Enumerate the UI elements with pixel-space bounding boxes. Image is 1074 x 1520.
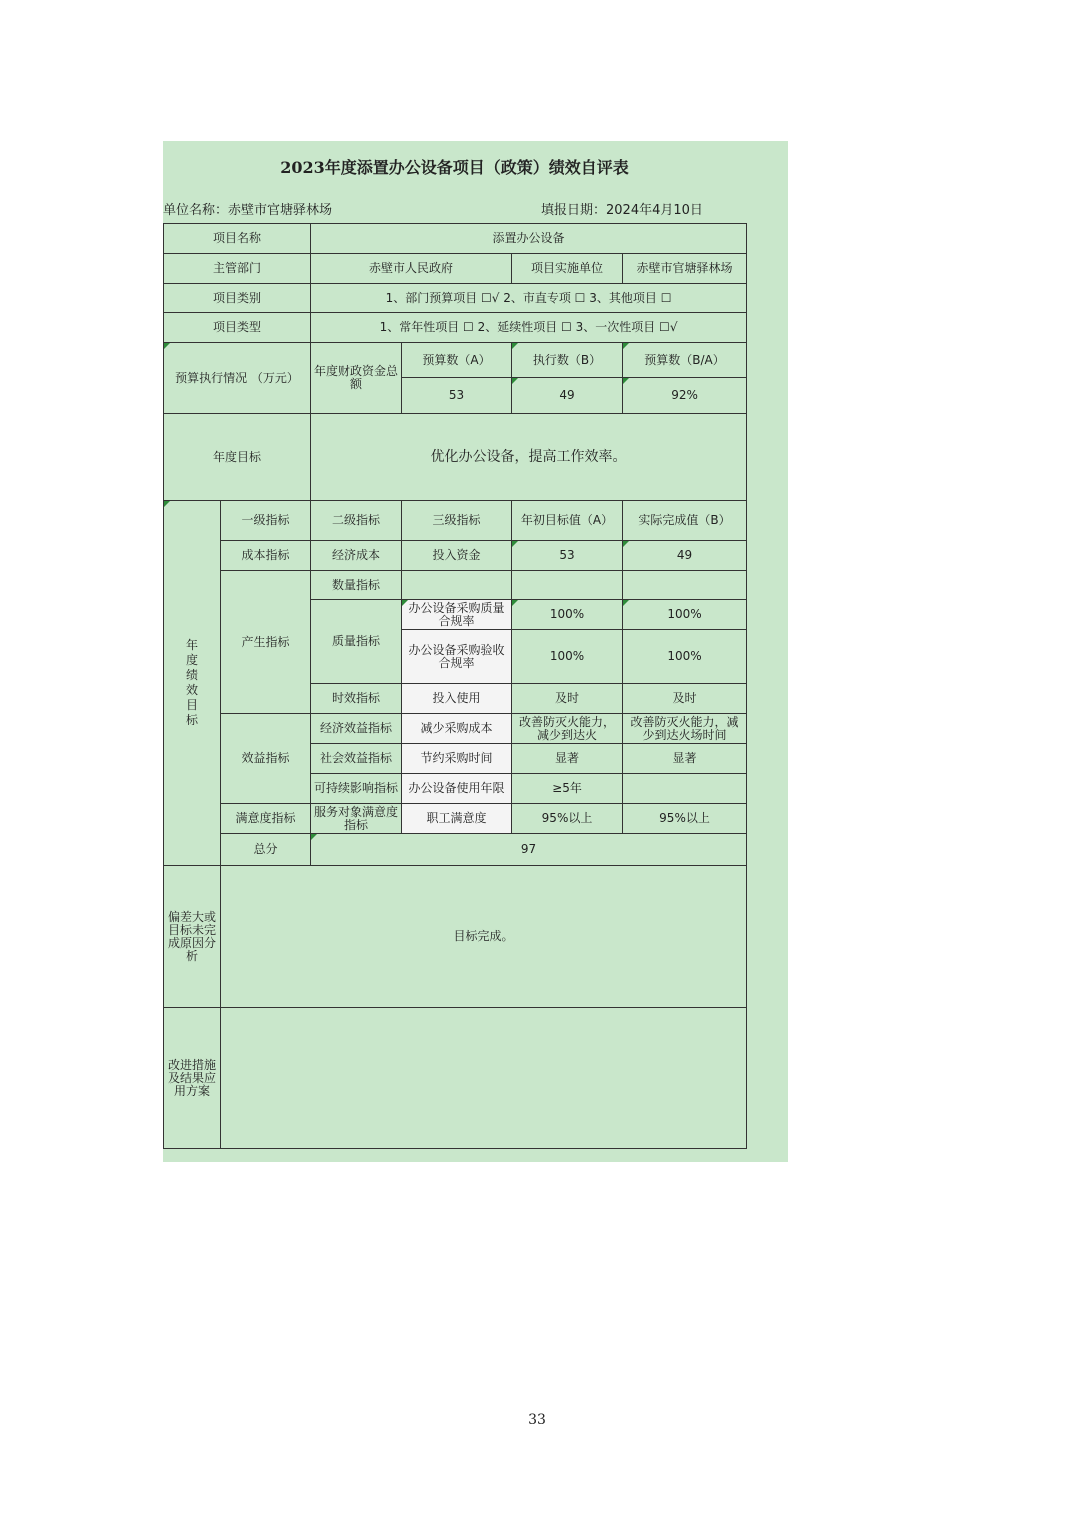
quantity-l3 (402, 571, 512, 600)
quality1-b: 100% (623, 600, 747, 630)
type-label: 项目类型 (164, 313, 311, 343)
unit-name: 单位名称：赤壁市官塘驿林场 (163, 203, 333, 218)
cost-a: 53 (512, 541, 623, 571)
cost-l2: 经济成本 (311, 541, 402, 571)
budget-label: 预算执行情况 （万元） (164, 343, 311, 414)
budget-a: 53 (402, 378, 512, 414)
quality2-a: 100% (512, 630, 623, 684)
perf-h3: 三级指标 (402, 501, 512, 541)
budget-col-b: 执行数（B） (512, 343, 623, 378)
sustain-l3: 办公设备使用年限 (402, 774, 512, 804)
perf-h4: 年初目标值（A） (512, 501, 623, 541)
quantity-b (623, 571, 747, 600)
table-row (164, 834, 747, 866)
deviation-value: 目标完成。 (221, 866, 747, 1008)
cost-l3: 投入资金 (402, 541, 512, 571)
social-l3: 节约采购时间 (402, 744, 512, 774)
project-name-label: 项目名称 (164, 224, 311, 254)
table-row (164, 343, 747, 378)
category-value: 1、部门预算项目 ☐√ 2、市直专项 ☐ 3、其他项目 ☐ (311, 284, 747, 313)
table-row (164, 224, 747, 254)
sustain-l2: 可持续影响指标 (311, 774, 402, 804)
dept-value: 赤壁市人民政府 (311, 254, 512, 284)
total-label: 总分 (221, 834, 311, 866)
satisfaction-l2: 服务对象满意度指标 (311, 804, 402, 834)
perf-h5: 实际完成值（B） (623, 501, 747, 541)
project-name-value: 添置办公设备 (311, 224, 747, 254)
social-l2: 社会效益指标 (311, 744, 402, 774)
timely-l3: 投入使用 (402, 684, 512, 714)
sustain-b (623, 774, 747, 804)
budget-col-a: 预算数（A） (402, 343, 512, 378)
perf-h1: 一级指标 (221, 501, 311, 541)
quality1-a: 100% (512, 600, 623, 630)
page-number: 33 (528, 1412, 546, 1428)
table-row (164, 714, 747, 744)
impl-value: 赤壁市官塘驿林场 (623, 254, 747, 284)
impl-label: 项目实施单位 (512, 254, 623, 284)
econ-b: 改善防灭火能力，减少到达火场时间 (623, 714, 747, 744)
quality2-b: 100% (623, 630, 747, 684)
cost-b: 49 (623, 541, 747, 571)
table-row (164, 866, 747, 1008)
deviation-label: 偏差大或目标未完成原因分析 (164, 866, 221, 1008)
cost-l1: 成本指标 (221, 541, 311, 571)
fill-date: 填报日期：2024年4月10日 (541, 203, 703, 218)
satisfaction-l1: 满意度指标 (221, 804, 311, 834)
perf-side-label: 年度绩效目标 (164, 501, 221, 866)
annual-goal-value: 优化办公设备，提高工作效率。 (311, 414, 747, 501)
satisfaction-b: 95%以上 (623, 804, 747, 834)
table-row (164, 254, 747, 284)
quantity-l2: 数量指标 (311, 571, 402, 600)
satisfaction-a: 95%以上 (512, 804, 623, 834)
sustain-a: ≥5年 (512, 774, 623, 804)
budget-b: 49 (512, 378, 623, 414)
perf-h2: 二级指标 (311, 501, 402, 541)
improve-label: 改进措施及结果应用方案 (164, 1008, 221, 1149)
budget-ratio: 92% (623, 378, 747, 414)
budget-col-ratio: 预算数（B/A） (623, 343, 747, 378)
type-value: 1、常年性项目 ☐ 2、延续性项目 ☐ 3、一次性项目 ☐√ (311, 313, 747, 343)
table-row (164, 284, 747, 313)
table-row (164, 501, 747, 541)
table-row (164, 313, 747, 343)
table-row (164, 804, 747, 834)
evaluation-table (163, 223, 747, 1149)
timely-b: 及时 (623, 684, 747, 714)
timely-a: 及时 (512, 684, 623, 714)
social-a: 显著 (512, 744, 623, 774)
budget-sub-label: 年度财政资金总额 (311, 343, 402, 414)
evaluation-sheet (163, 141, 788, 1162)
benefit-l1: 效益指标 (221, 714, 311, 804)
category-label: 项目类别 (164, 284, 311, 313)
quantity-a (512, 571, 623, 600)
econ-l2: 经济效益指标 (311, 714, 402, 744)
page-title: 2023年度添置办公设备项目（政策）绩效自评表 (280, 158, 629, 177)
quality1-l3: 办公设备采购质量合规率 (402, 600, 512, 630)
econ-a: 改善防灭火能力，减少到达火 (512, 714, 623, 744)
table-row (164, 414, 747, 501)
annual-goal-label: 年度目标 (164, 414, 311, 501)
social-b: 显著 (623, 744, 747, 774)
improve-value (221, 1008, 747, 1149)
table-row (164, 571, 747, 600)
table-row (164, 1008, 747, 1149)
quality2-l3: 办公设备采购验收合规率 (402, 630, 512, 684)
output-l1: 产生指标 (221, 571, 311, 714)
quality-l2: 质量指标 (311, 600, 402, 684)
satisfaction-l3: 职工满意度 (402, 804, 512, 834)
timely-l2: 时效指标 (311, 684, 402, 714)
total-value: 97 (311, 834, 747, 866)
econ-l3: 减少采购成本 (402, 714, 512, 744)
dept-label: 主管部门 (164, 254, 311, 284)
table-row (164, 541, 747, 571)
